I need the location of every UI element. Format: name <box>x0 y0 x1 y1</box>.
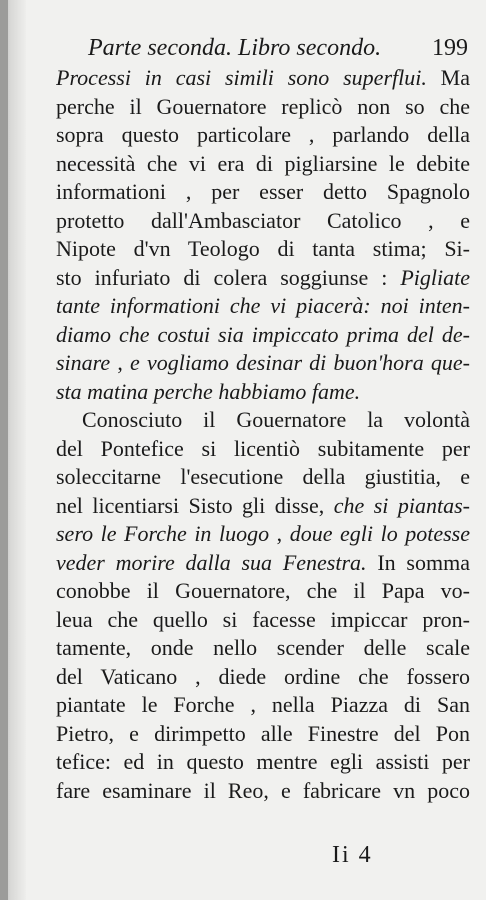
text-line: sta matina perche habbiamo fame. <box>56 378 361 404</box>
text-line: conobbe il Gouernatore, che il Papa vo- <box>56 578 470 603</box>
text-line: protetto dall'Ambasciator Catolico , e <box>56 207 470 233</box>
text-line: necessità che vi era di pigliarsine le debite <box>56 150 470 176</box>
text-line: sero le Forche in luogo , doue egli lo potesse <box>56 521 470 546</box>
running-title: Parte seconda. Libro secondo. <box>88 35 382 61</box>
running-header <box>88 32 468 64</box>
body-text <box>56 64 470 805</box>
text-line: tamente, onde nello scender delle scale <box>56 635 470 660</box>
text-line: tante informationi che vi piacerà: noi inten- <box>56 293 470 318</box>
text-line: sopra questo particolare , parlando della <box>56 122 470 147</box>
text-line: Pietro, e dirimpetto alle Finestre del Pon <box>56 720 470 746</box>
signature-mark: Ii 4 <box>332 842 373 868</box>
page-edge <box>0 0 8 900</box>
text-line: soleccitarne l'esecutione della giustitia, e <box>56 464 470 489</box>
text-line: sto infuriato di colera soggiunse : Pigliate <box>56 264 470 290</box>
text-line: del Vaticano , diede ordine che fossero <box>56 663 470 689</box>
text-line: Nipote d'vn Teologo di tanta stima; Si- <box>56 236 470 261</box>
text-line: perche il Gouernatore replicò non so che <box>56 93 470 119</box>
text-line: del Pontefice si licentiò subitamente per <box>56 435 470 461</box>
page-number: 199 <box>432 35 468 61</box>
text-line: tefice: ed in questo mentre egli assisti per <box>56 749 470 774</box>
text-line: Conosciuto il Gouernatore la volontà <box>82 407 470 432</box>
text-line: leua che quello si facesse impiccar pron- <box>56 606 470 632</box>
text-line: nel licentiarsi Sisto gli disse, che si piantas- <box>56 492 470 518</box>
text-line: sinare , e vogliamo desinar di buon'hora que- <box>56 350 470 375</box>
text-line: diamo che costui sia impiccato prima del de- <box>56 321 470 347</box>
text-line: veder morire dalla sua Fenestra. In somma <box>56 549 470 575</box>
text-line: piantate le Forche , nella Piazza di San <box>56 692 470 717</box>
text-line: fare esaminare il Reo, e fabricare vn poco <box>56 777 470 803</box>
text-line: informationi , per esser detto Spagnolo <box>56 179 470 204</box>
text-line: Processi in casi simili sono superflui. Ma <box>56 65 470 90</box>
